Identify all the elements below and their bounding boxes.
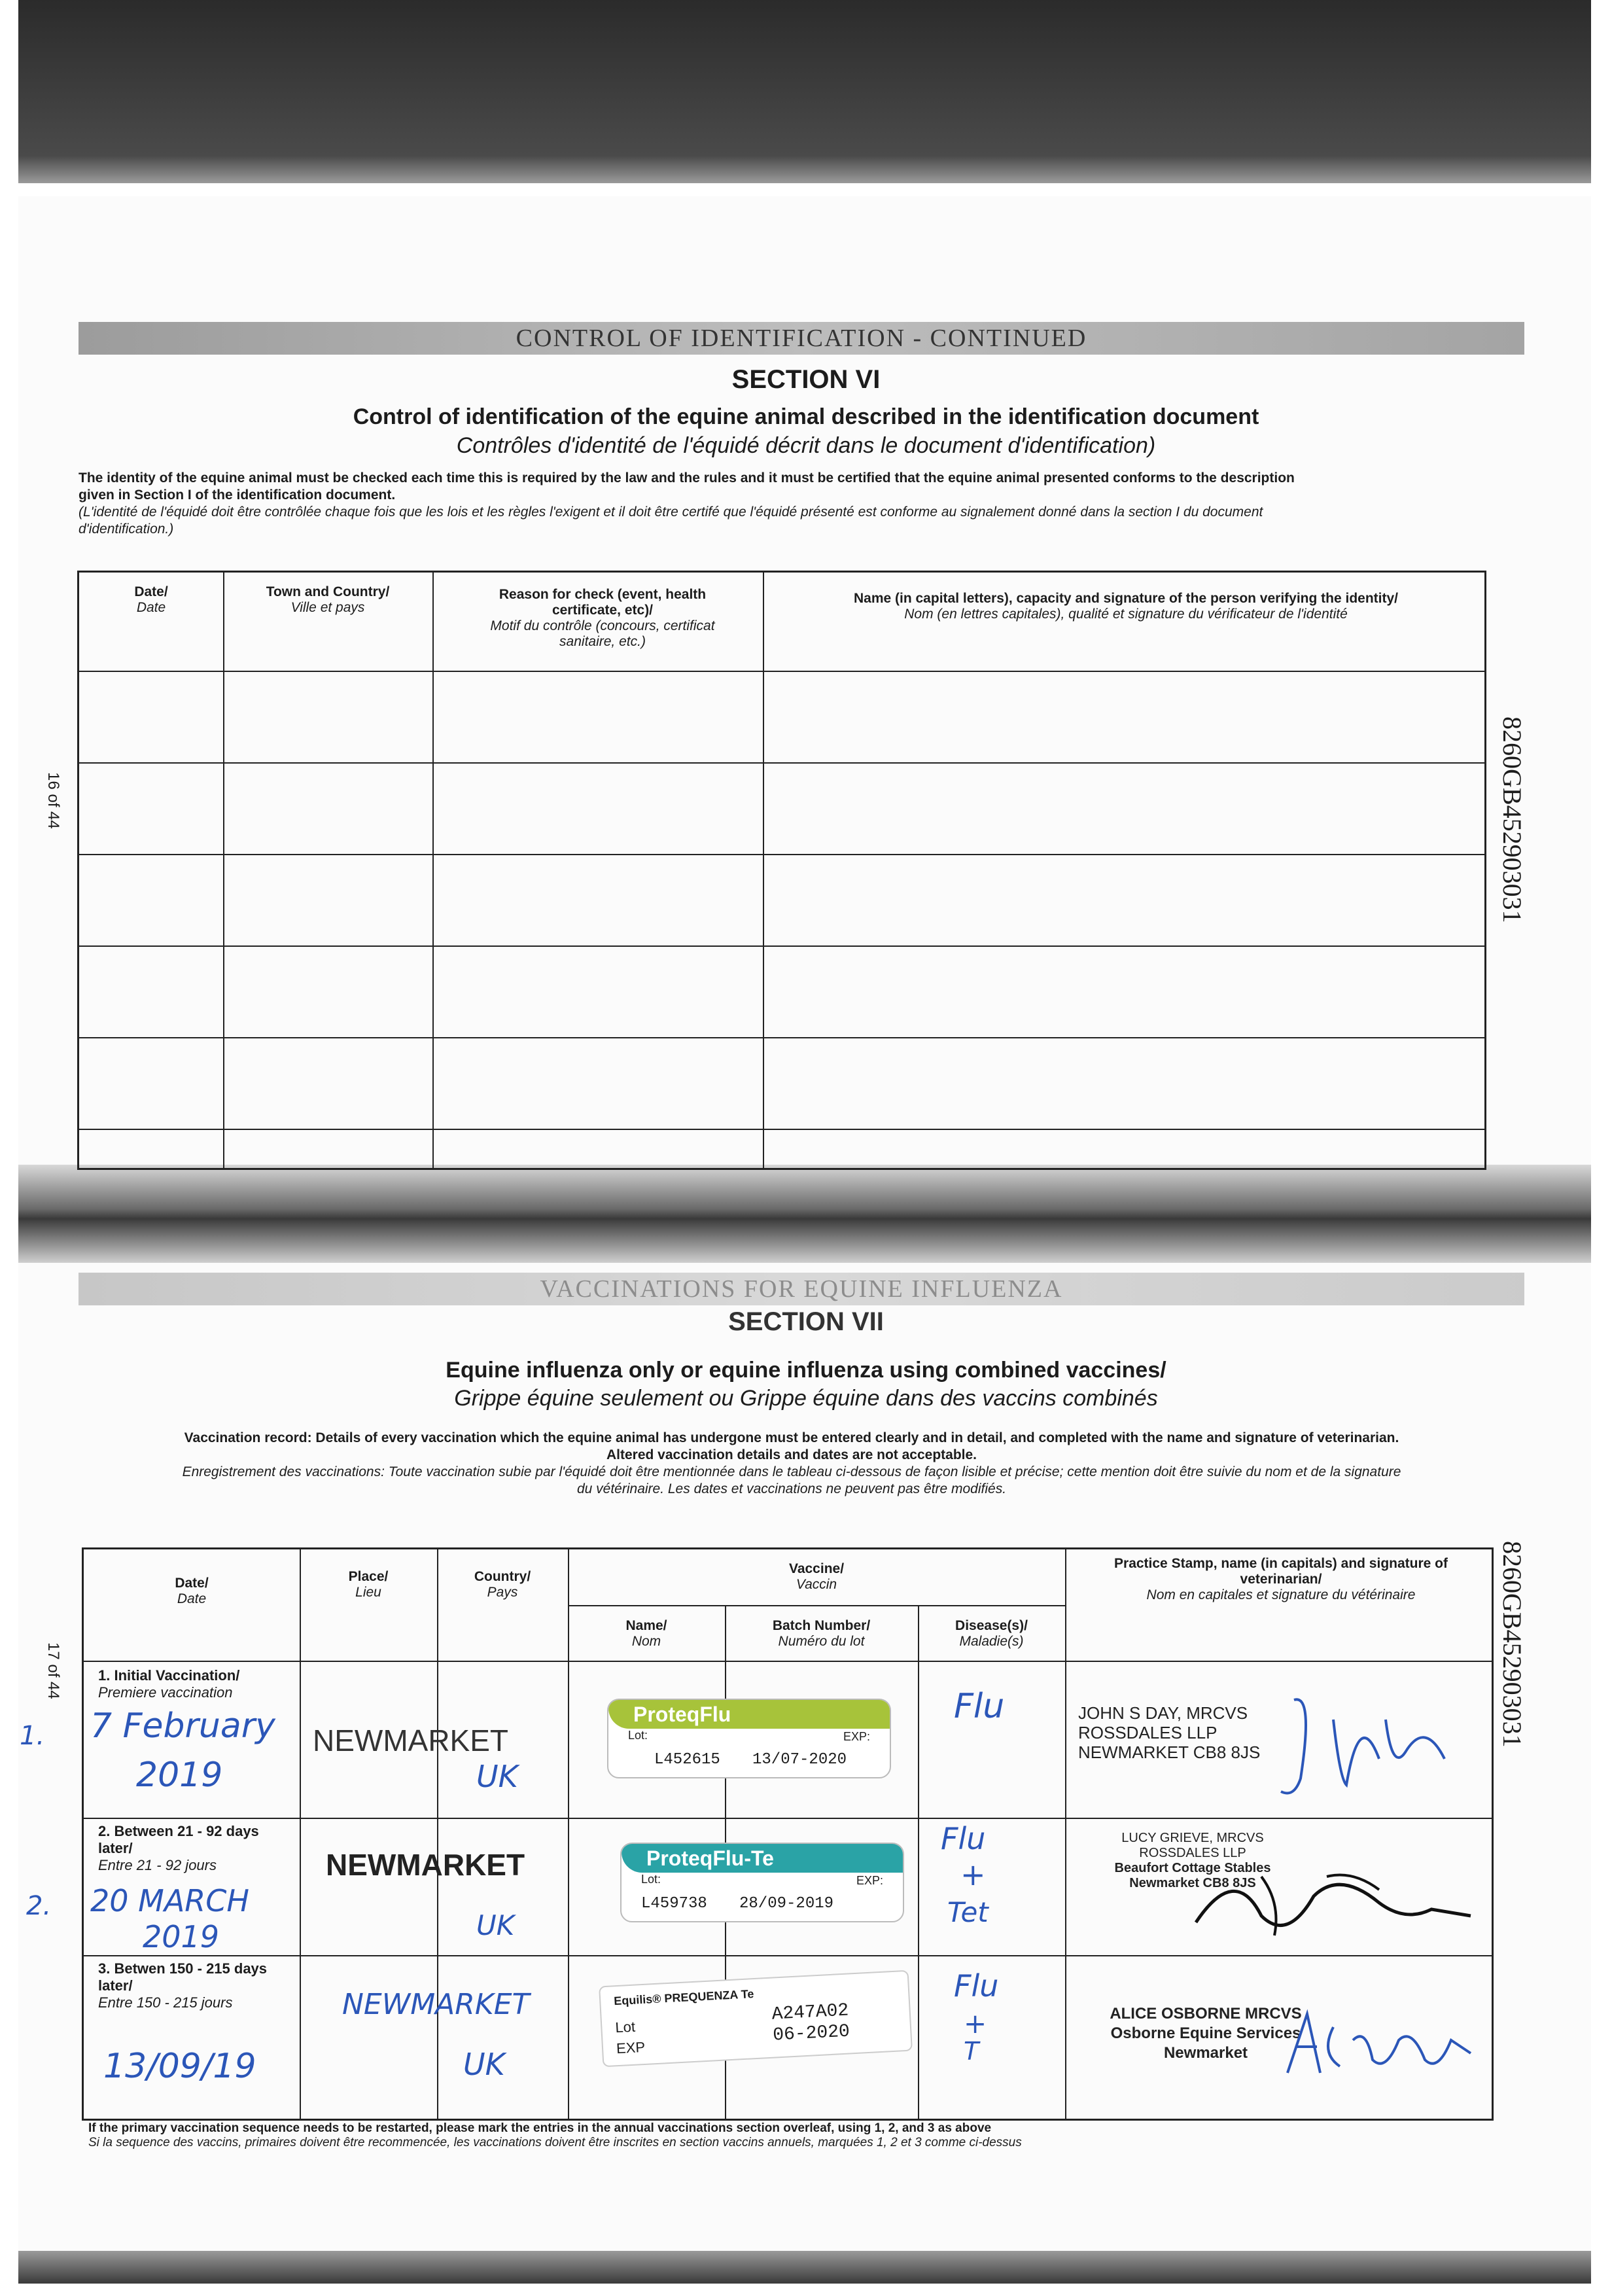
col-date: Date/ Date: [134, 584, 168, 615]
row1-country: UK: [476, 1759, 518, 1794]
row1-batch: L452615: [654, 1751, 720, 1769]
scan-top-shadow: [18, 0, 1591, 183]
col-practice-stamp: Practice Stamp, name (in capitals) and signature of veterinarian/ Nom en capitales et signature du vétérinaire: [1114, 1556, 1448, 1602]
col-batch: Batch Number/ Numéro du lot: [772, 1618, 871, 1649]
row3-vaccine-label: [599, 1970, 913, 2068]
row1-place: NEWMARKET: [313, 1723, 508, 1757]
row2-product: ProteqFlu-Te: [622, 1844, 903, 1873]
row1-vet-stamp: [1078, 1703, 1260, 1762]
row2-label: 2. Between 21 - 92 days later/ Entre 21 - 92 jours: [98, 1823, 259, 1873]
row3-product: Equilis® PREQUENZA Te: [613, 1987, 754, 2008]
row3-exp-label: EXP: [616, 2038, 646, 2057]
book-spine-shadow: [18, 1165, 1591, 1263]
section6-subtitle-fr: Contrôles d'identité de l'équidé décrit dans le document d'identification): [456, 433, 1156, 458]
page-number-17: 17 of 44: [44, 1642, 62, 1699]
row2-vet-address-1: Beaufort Cottage Stables: [1114, 1861, 1271, 1875]
row1-signature: [1274, 1680, 1471, 1805]
row1-disease: Flu: [954, 1687, 1005, 1726]
row2-vet-address-2: Newmarket CB8 8JS: [1129, 1876, 1256, 1890]
intro-line-1: The identity of the equine animal must be checked each time this is required by the law and the rules and it must be certified that the equine animal presented conforms to the description: [79, 470, 1295, 486]
row3-disease-t: T: [964, 2037, 979, 2066]
col-disease: Disease(s)/ Maladie(s): [955, 1618, 1028, 1649]
scan-bottom-shadow: [18, 2251, 1591, 2284]
row3-disease: Flu: [954, 1968, 999, 2004]
row2-exp-label: EXP:: [856, 1874, 883, 1887]
margin-number-1: 1.: [20, 1721, 45, 1751]
row3-label: 3. Betwen 150 - 215 days later/ Entre 150 - 215 jours: [98, 1960, 268, 2011]
section7-band: VACCINATIONS FOR EQUINE INFLUENZA: [79, 1273, 1524, 1305]
row3-disease-plus: +: [964, 2007, 987, 2040]
row2-disease-plus: +: [960, 1857, 986, 1892]
col-verifier: Name (in capital letters), capacity and signature of the person verifying the identity/ Nom (en lettres capitales), qualité et signature du vérificateur de l'identité: [853, 591, 1399, 622]
row2-place: NEWMARKET: [326, 1848, 525, 1882]
row1-product: ProteqFlu: [608, 1700, 890, 1729]
col-vaccine: Vaccine/ Vaccin: [788, 1561, 845, 1592]
section6-title: SECTION VI: [731, 365, 881, 394]
row1-exp: 13/07-2020: [752, 1751, 847, 1769]
section6-subtitle: Control of identification of the equine animal described in the identification document: [353, 404, 1259, 429]
row2-vet-practice: ROSSDALES LLP: [1139, 1846, 1246, 1860]
section6-intro: [79, 470, 1531, 538]
col-reason: Reason for check (event, health certificate, etc)/ Motif du contrôle (concours, certificat sanitaire, etc.): [490, 587, 715, 649]
row3-vet-practice: Osborne Equine Services: [1110, 2024, 1301, 2042]
row3-country: UK: [463, 2047, 505, 2082]
row2-disease: Flu: [941, 1821, 986, 1856]
row1-date-year: 2019: [136, 1756, 223, 1795]
intro-fr-line-2: d'identification.): [79, 521, 174, 537]
row3-lot-label: Lot: [614, 2018, 636, 2036]
record-fr-line-2: du vétérinaire. Les dates et vaccinations ne peuvent pas être modifiés.: [576, 1481, 1007, 1496]
row2-batch: L459738: [641, 1895, 707, 1913]
row2-country: UK: [476, 1909, 515, 1941]
row2-date: 20 MARCH: [90, 1883, 249, 1918]
row1-exp-label: EXP:: [843, 1730, 870, 1743]
row2-date-year: 2019: [143, 1919, 220, 1954]
identity-check-table: [77, 571, 1486, 1170]
row2-vet-name: LUCY GRIEVE, MRCVS: [1121, 1831, 1264, 1845]
side-code-top: 8260GB452903031: [1498, 716, 1527, 923]
section7-subtitle: Equine influenza only or equine influenza using combined vaccines/: [446, 1358, 1166, 1383]
col-vaccine-name: Name/ Nom: [625, 1618, 667, 1649]
row2-lot-label: Lot:: [641, 1873, 661, 1886]
margin-number-2: 2.: [26, 1891, 52, 1921]
section7-record-text: [79, 1430, 1505, 1498]
footnote-en: If the primary vaccination sequence needs to be restarted, please mark the entries in the annual vaccinations section overleaf, using 1, 2, and 3 as above: [88, 2121, 992, 2135]
row1-vaccine-label: [607, 1699, 891, 1778]
row3-place: NEWMARKET: [342, 1988, 530, 2021]
record-fr-line-1: Enregistrement des vaccinations: Toute vaccination subie par l'équidé doit être mentionnée dans le tableau ci-dessous de façon lisible et précise; cette mention doit être suivie du nom et de la signature: [182, 1464, 1401, 1479]
intro-fr-line-1: (L'identité de l'équidé doit être contrôlée chaque fois que les lois et les règles l'exigent et il doit être certifé que l'équidé présenté est conforme au signalement donné dans la section I du document: [79, 504, 1263, 520]
row3-vet-address: Newmarket: [1163, 2044, 1248, 2062]
section7-title: SECTION VII: [728, 1307, 884, 1336]
col-country: Country/ Pays: [474, 1569, 531, 1600]
row1-lot-label: Lot:: [628, 1729, 648, 1742]
row2-signature: [1183, 1850, 1484, 1942]
row1-date: 7 February: [90, 1706, 275, 1746]
row1-label: 1. Initial Vaccination/ Premiere vaccination: [98, 1667, 240, 1701]
row3-batch: A247A02: [771, 2000, 850, 2025]
row3-signature: [1274, 2001, 1484, 2086]
section6-band: CONTROL OF IDENTIFICATION - CONTINUED: [79, 322, 1524, 355]
side-code-bottom: 8260GB452903031: [1498, 1541, 1527, 1748]
page-number-16: 16 of 44: [44, 772, 62, 829]
row2-disease-tet: Tet: [947, 1896, 989, 1928]
footnote-fr: Si la sequence des vaccins, primaires doivent être recommencée, les vaccinations doivent être inscrites en section vaccins annuels, marquées 1, 2 et 3 comme ci-dessus: [88, 2136, 1022, 2149]
row3-vet-name: ALICE OSBORNE MRCVS: [1110, 2005, 1302, 2022]
row2-exp: 28/09-2019: [739, 1895, 834, 1913]
intro-line-2: given in Section I of the identification document.: [79, 487, 396, 503]
row1-vet-name: JOHN S DAY, MRCVS: [1078, 1703, 1248, 1723]
col-date: Date/ Date: [175, 1576, 209, 1606]
vaccination-table: [82, 1547, 1494, 2121]
col-town: Town and Country/ Ville et pays: [266, 584, 390, 615]
col-place: Place/ Lieu: [348, 1569, 389, 1600]
row2-vaccine-label: [620, 1843, 904, 1922]
footnote: [88, 2121, 1528, 2150]
record-line-2: Altered vaccination details and dates are not acceptable.: [606, 1447, 977, 1462]
row3-date: 13/09/19: [103, 2047, 256, 2086]
record-line-1: Vaccination record: Details of every vaccination which the equine animal has undergone must be entered clearly and in detail, and completed with the name and signature of veterinarian.: [184, 1430, 1399, 1445]
row1-vet-address: NEWMARKET CB8 8JS: [1078, 1742, 1261, 1762]
section7-subtitle-fr: Grippe équine seulement ou Grippe équine dans des vaccins combinés: [454, 1386, 1158, 1411]
row1-vet-practice: ROSSDALES LLP: [1078, 1723, 1218, 1742]
row3-exp: 06-2020: [772, 2021, 850, 2046]
